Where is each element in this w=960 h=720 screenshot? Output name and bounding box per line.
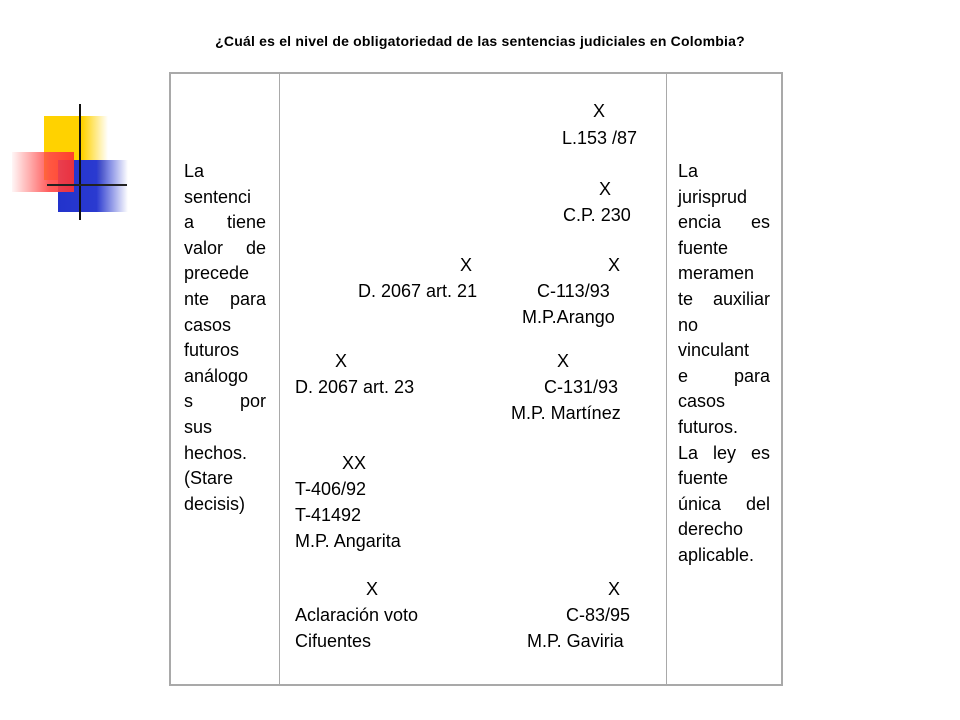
entry-mark: X: [608, 579, 621, 599]
left-line: decisis): [184, 493, 246, 514]
left-line: (Stare: [184, 468, 234, 489]
entry-ref: Cifuentes: [295, 631, 372, 651]
entry-mark: X: [608, 255, 621, 275]
entry-ref: C-131/93: [544, 377, 619, 397]
left-line: sentenci: [184, 186, 252, 207]
right-line: no: [678, 314, 699, 335]
entry-ref: C.P. 230: [563, 205, 631, 225]
left-line: análogo: [184, 365, 249, 386]
left-line: casos: [184, 314, 232, 335]
entry-ref: Aclaración voto: [295, 605, 419, 625]
left-line: futuros: [184, 340, 240, 361]
decor-horizontal-line: [47, 184, 127, 186]
right-cell-text: [678, 159, 770, 569]
right-line: casos: [678, 391, 726, 412]
entry-mark: X: [335, 351, 348, 371]
entry-ref: D. 2067 art. 23: [295, 377, 415, 397]
right-line: jurisprud: [678, 186, 748, 207]
left-line: La: [184, 161, 205, 181]
column-divider: [666, 74, 667, 684]
entry-mp: M.P. Martínez: [511, 403, 621, 423]
right-line: futuros.: [678, 416, 739, 437]
entry-mark: X: [366, 579, 379, 599]
left-cell-text: [184, 159, 266, 517]
page-title: ¿Cuál es el nivel de obligatoriedad de las sentencias judiciales en Colombia?: [215, 33, 745, 49]
entry-ref: C-113/93: [537, 281, 610, 301]
left-line: precede: [184, 263, 250, 284]
decor-vertical-line: [79, 104, 81, 220]
entry-ref: T-41492: [295, 505, 362, 525]
left-line: valor de: [184, 237, 266, 258]
left-line: sus: [184, 416, 213, 437]
left-line: hechos.: [184, 442, 248, 463]
entry-mp: M.P. Angarita: [295, 531, 401, 551]
entry-mark: X: [599, 179, 612, 199]
entry-mark: X: [460, 255, 473, 275]
entry-mark: X: [557, 351, 570, 371]
entry-mark: X: [593, 101, 606, 121]
right-line: aplicable.: [678, 544, 755, 565]
left-line: nte para: [184, 288, 266, 309]
left-line: s por: [184, 391, 266, 412]
entry-mp: M.P.Arango: [522, 307, 615, 327]
entry-mp: M.P. Gaviria: [527, 631, 624, 651]
right-line: fuente: [678, 237, 729, 258]
column-divider: [279, 74, 280, 684]
right-line: meramen: [678, 263, 755, 284]
right-line: La ley es: [678, 442, 770, 463]
right-line: fuente: [678, 468, 729, 489]
right-line: encia es: [678, 212, 770, 233]
left-line: a tiene: [184, 212, 266, 233]
decor-red-square: [12, 152, 74, 192]
entry-ref: L.153 /87: [562, 128, 638, 148]
right-line: única del: [678, 493, 770, 514]
entry-ref: D. 2067 art. 21: [358, 281, 478, 301]
comparison-table: [169, 72, 783, 686]
entry-mark: XX: [342, 453, 367, 473]
right-line: derecho: [678, 519, 744, 540]
right-line: vinculant: [678, 340, 750, 361]
right-line: e para: [678, 365, 770, 386]
entry-ref: T-406/92: [295, 479, 367, 499]
entry-ref: C-83/95: [566, 605, 631, 625]
right-line: La: [678, 161, 699, 181]
right-line: te auxiliar: [678, 288, 770, 309]
